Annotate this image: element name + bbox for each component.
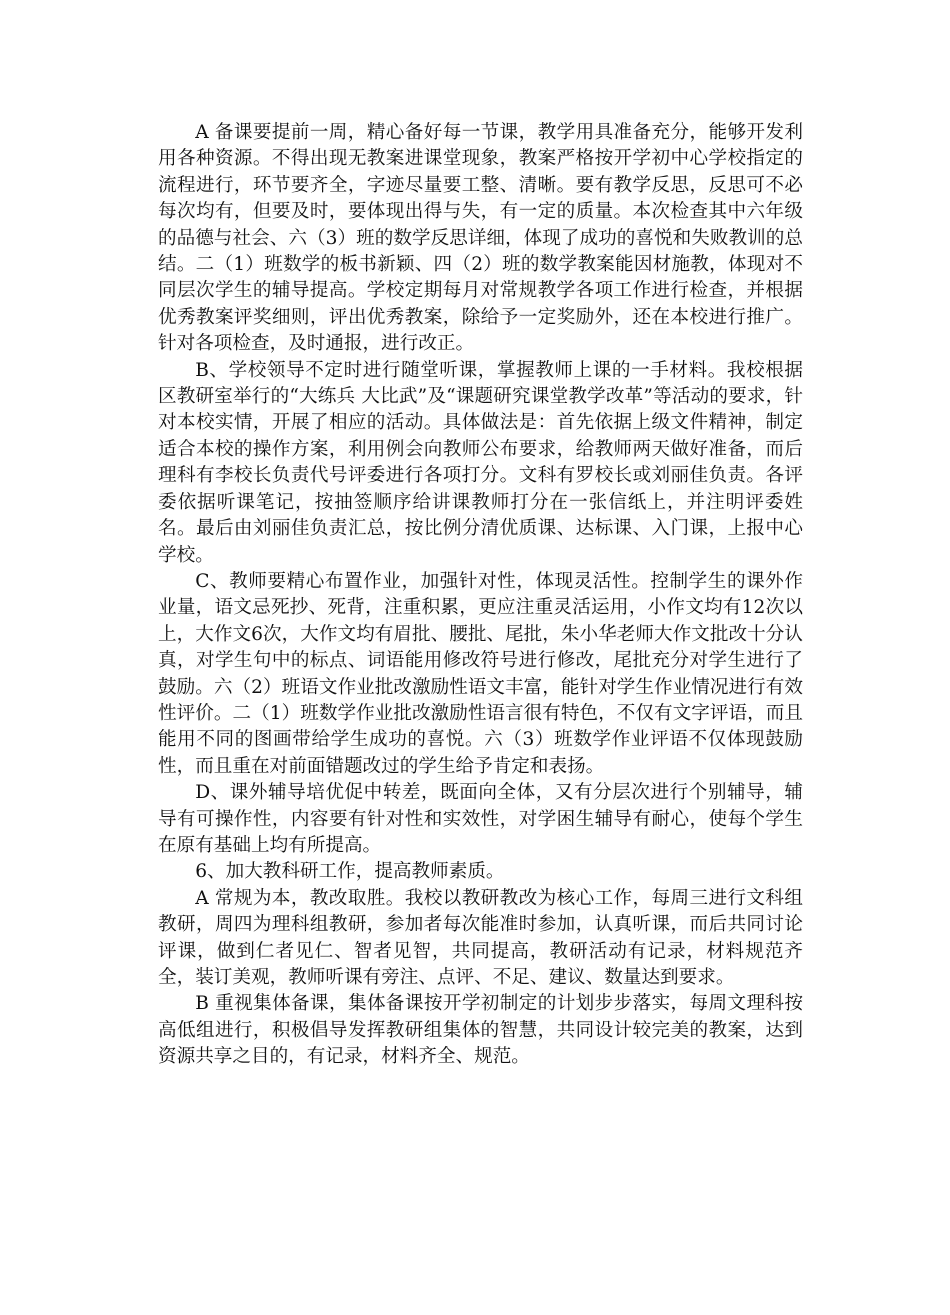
- paragraph-c-homework: C、教师要精心布置作业，加强针对性，体现灵活性。控制学生的课外作业量，语文忌死抄、死背，注重积累，更应注重灵活运用，小作文均有12次以上，大作文6次，大作文均有眉批、腰批、尾批，朱小华老师大作文批改十分认真，对学生句中的标点、词语能用修改符号进行修改，尾批充分对学生进行了鼓励。六（2）班语文作业批改激励性语文丰富，能针对学生作业情况进行有效性评价。二（1）班数学作业批改激励性语言很有特色，不仅有文字评语，而且能用不同的图画带给学生成功的喜悦。六（3）班数学作业评语不仅体现鼓励性，而且重在对前面错题改过的学生给予肯定和表扬。: [158, 570, 803, 777]
- paragraph-b-classroom-observation: B、学校领导不定时进行随堂听课，掌握教师上课的一手材料。我校根据区教研室举行的“大练兵 大比武”及“课题研究课堂教学改革”等活动的要求，针对本校实情，开展了相应的活动。具体做法是：首先依据上级文件精神，制定适合本校的操作方案，利用例会向教师公布要求，给教师两天做好准备，而后理科有李校长负责代号评委进行各项打分。文科有罗校长或刘丽佳负责。各评委依据听课笔记，按抽签顺序给讲课教师打分在一张信纸上，并注明评委姓名。最后由刘丽佳负责汇总，按比例分清优质课、达标课、入门课，上报中心学校。: [158, 359, 803, 566]
- paragraph-a-lesson-prep: A 备课要提前一周，精心备好每一节课，教学用具准备充分，能够开发利用各种资源。不得出现无教案进课堂现象，教案严格按开学初中心学校指定的流程进行，环节要齐全，字迹尽量要工整、清晰。要有教学反思，反思可不必每次均有，但要及时，要体现出得与失，有一定的质量。本次检查其中六年级的品德与社会、六（3）班的数学反思详细，体现了成功的喜悦和失败教训的总结。二（1）班数学的板书新颖、四（2）班的数学教案能因材施教，体现对不同层次学生的辅导提高。学校定期每月对常规教学各项工作进行检查，并根据优秀教案评奖细则，评出优秀教案，除给予一定奖励外，还在本校进行推广。针对各项检查，及时通报，进行改正。: [158, 122, 803, 355]
- paragraph-b-collective-prep: B 重视集体备课，集体备课按开学初制定的计划步步落实，每周文理科按高低组进行，积极倡导发挥教研组集体的智慧，共同设计较完美的教案，达到资源共享之目的，有记录，材料齐全、规范。: [158, 993, 803, 1068]
- section-heading-teaching-research: 6、加大教科研工作，提高教师素质。: [195, 861, 505, 883]
- document-page: [158, 120, 803, 1071]
- paragraph-a-routine-research: A 常规为本，教改取胜。我校以教研教改为核心工作，每周三进行文科组教研，周四为理科组教研，参加者每次能准时参加，认真听课，而后共同讨论评课，做到仁者见仁、智者见智，共同提高，教研活动有记录，材料规范齐全，装订美观，教师听课有旁注、点评、不足、建议、数量达到要求。: [158, 887, 803, 988]
- paragraph-d-tutoring: D、课外辅导培优促中转差，既面向全体，又有分层次进行个别辅导，辅导有可操作性，内容要有针对性和实效性，对学困生辅导有耐心，使每个学生在原有基础上均有所提高。: [158, 782, 803, 856]
